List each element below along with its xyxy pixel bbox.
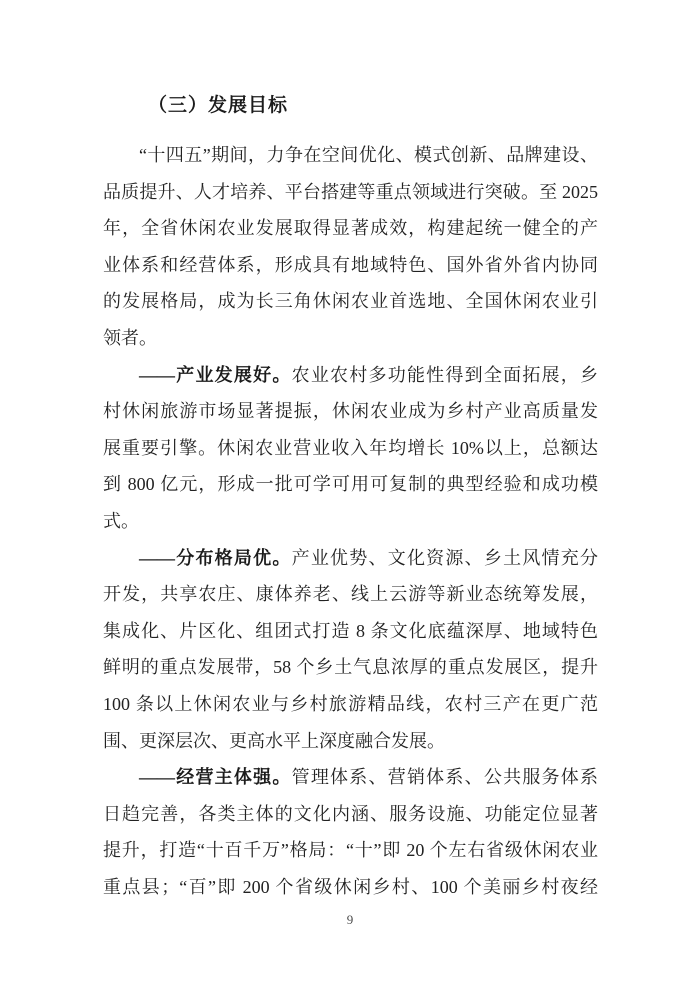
line-text: 围、更深层次、更高水平上深度融合发展。 — [103, 730, 445, 751]
body-line — [103, 503, 598, 540]
body-line — [103, 649, 598, 686]
line-text: 领者。 — [103, 327, 157, 348]
line-text: 年，全省休闲农业发展取得显著成效，构建起统一健全的产 — [103, 218, 598, 239]
body-line — [103, 613, 598, 650]
body-line — [103, 357, 598, 394]
line-text: 日趋完善，各类主体的文化内涵、服务设施、功能定位显著 — [103, 803, 598, 824]
body-line — [103, 430, 598, 467]
body-line — [103, 796, 598, 833]
body-line — [103, 576, 598, 613]
body-line — [103, 393, 598, 430]
line-text: 到 800 亿元，形成一批可学可用可复制的典型经验和成功模 — [103, 474, 598, 495]
line-text: 产业优势、文化资源、乡土风情充分 — [291, 547, 599, 568]
line-text: 重点县；“百”即 200 个省级休闲乡村、100 个美丽乡村夜经 — [103, 876, 598, 897]
line-text: “十四五”期间，力争在空间优化、模式创新、品牌建设、 — [139, 145, 598, 165]
body-line — [103, 137, 598, 174]
body-line — [103, 283, 598, 320]
body-line — [103, 466, 598, 503]
body-line — [103, 247, 598, 284]
line-text: 集成化、片区化、组团式打造 8 条文化底蕴深厚、地域特色 — [103, 620, 598, 641]
line-text: 农业农村多功能性得到全面拓展，乡 — [291, 364, 599, 385]
paragraph-lead: ——产业发展好。 — [139, 364, 292, 385]
line-text: 业体系和经营体系，形成具有地域特色、国外省外省内协同 — [103, 254, 598, 275]
line-text: 展重要引擎。休闲农业营业收入年均增长 10%以上，总额达 — [103, 437, 598, 458]
line-text: 品质提升、人才培养、平台搭建等重点领域进行突破。至 2025 — [103, 181, 598, 202]
body-line — [103, 759, 598, 796]
body-line — [103, 540, 598, 577]
line-text: 提升，打造“十百千万”格局：“十”即 20 个左右省级休闲农业 — [103, 840, 598, 861]
line-text: 管理体系、营销体系、公共服务体系 — [291, 767, 599, 788]
document-body — [103, 137, 598, 905]
line-text: 开发，共享农庄、康体养老、线上云游等新业态统筹发展， — [103, 584, 598, 605]
paragraph-lead: ——经营主体强。 — [139, 767, 292, 788]
body-line — [103, 869, 598, 906]
body-line — [103, 174, 598, 211]
page-number: 9 — [346, 912, 354, 927]
body-line — [103, 686, 598, 723]
body-line — [103, 210, 598, 247]
paragraph-lead: ——分布格局优。 — [139, 547, 292, 568]
line-text: 村休闲旅游市场显著提振，休闲农业成为乡村产业高质量发 — [103, 401, 598, 422]
section-heading: （三）发展目标 — [148, 95, 289, 116]
line-text: 式。 — [103, 510, 139, 531]
line-text: 鲜明的重点发展带，58 个乡土气息浓厚的重点发展区，提升 — [103, 657, 598, 678]
body-line — [103, 320, 598, 357]
body-line — [103, 723, 598, 760]
line-text: 100 条以上休闲农业与乡村旅游精品线，农村三产在更广范 — [103, 693, 598, 714]
body-line — [103, 832, 598, 869]
line-text: 的发展格局，成为长三角休闲农业首选地、全国休闲农业引 — [103, 291, 598, 312]
